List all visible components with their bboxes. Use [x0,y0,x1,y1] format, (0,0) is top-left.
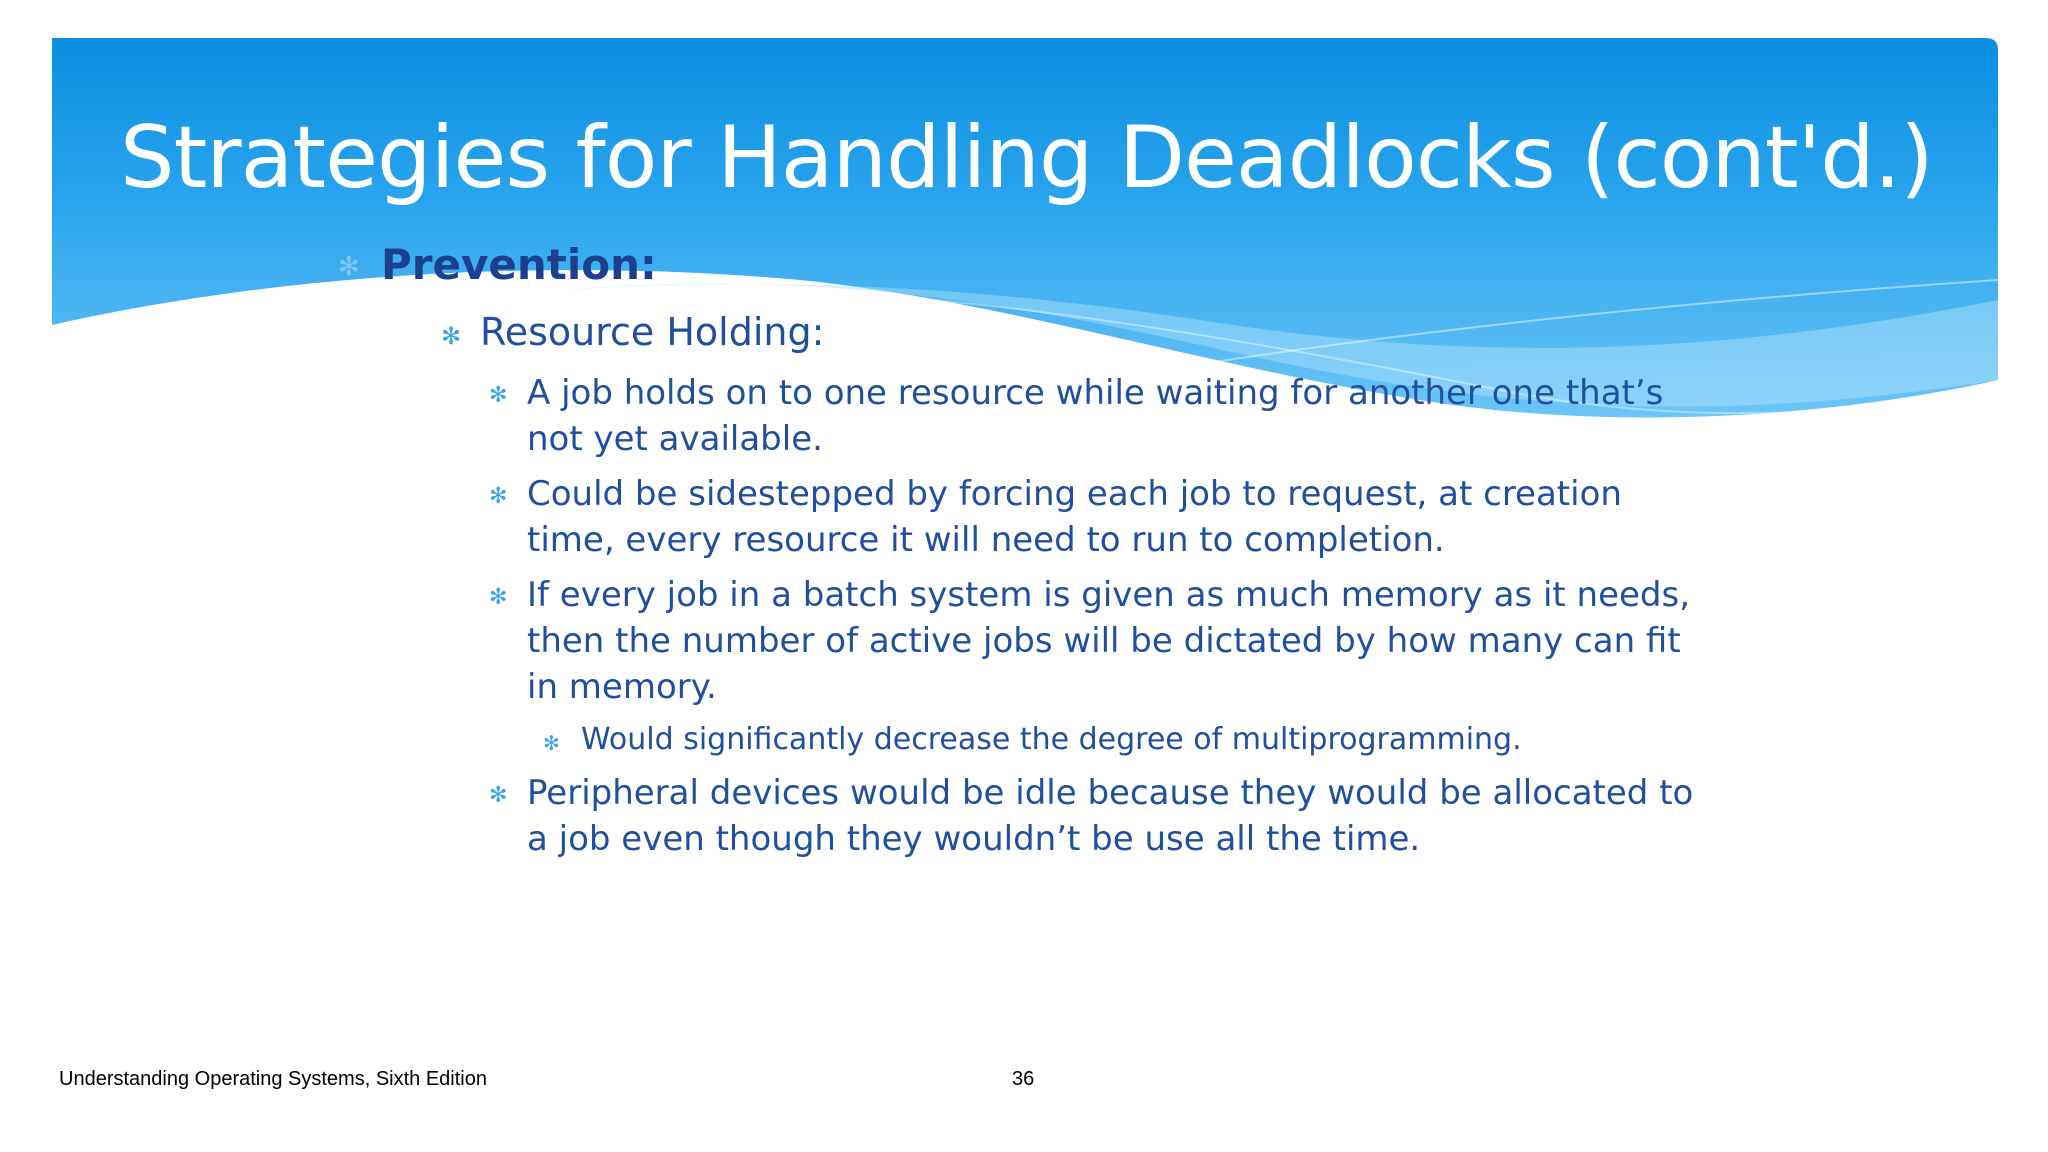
list-item: A job holds on to one resource while waiting for another one that’s not yet available. [527,373,1664,459]
slide-title: Strategies for Handling Deadlocks (cont'd.) [120,108,1933,208]
outline-level2-heading: Resource Holding: [480,310,825,354]
asterisk-bullet-icon: ✻ [489,585,508,610]
list-item: Would significantly decrease the degree of multiprogramming. [581,722,1522,757]
list-item: Peripheral devices would be idle because they would be allocated to a job even though they wouldn’t be use all the time. [527,773,1694,859]
footer-book-title: Understanding Operating Systems, Sixth Edition [59,1068,487,1090]
asterisk-bullet-icon: ✻ [489,783,508,808]
asterisk-bullet-icon: ✻ [543,731,560,755]
page-number: 36 [1012,1068,1035,1090]
asterisk-bullet-icon: ✻ [489,484,508,509]
asterisk-bullet-icon: ✻ [489,383,508,408]
asterisk-bullet-icon: ✻ [338,252,360,282]
list-item: Could be sidestepped by forcing each job to request, at creation time, every resource it will need to run to completion. [527,474,1622,560]
asterisk-bullet-icon: ✻ [441,322,462,350]
outline-level1-heading: Prevention: [381,240,657,289]
list-item: If every job in a batch system is given as much memory as it needs, then the number of active jobs will be dictated by how many can fit in memory. [527,575,1691,707]
